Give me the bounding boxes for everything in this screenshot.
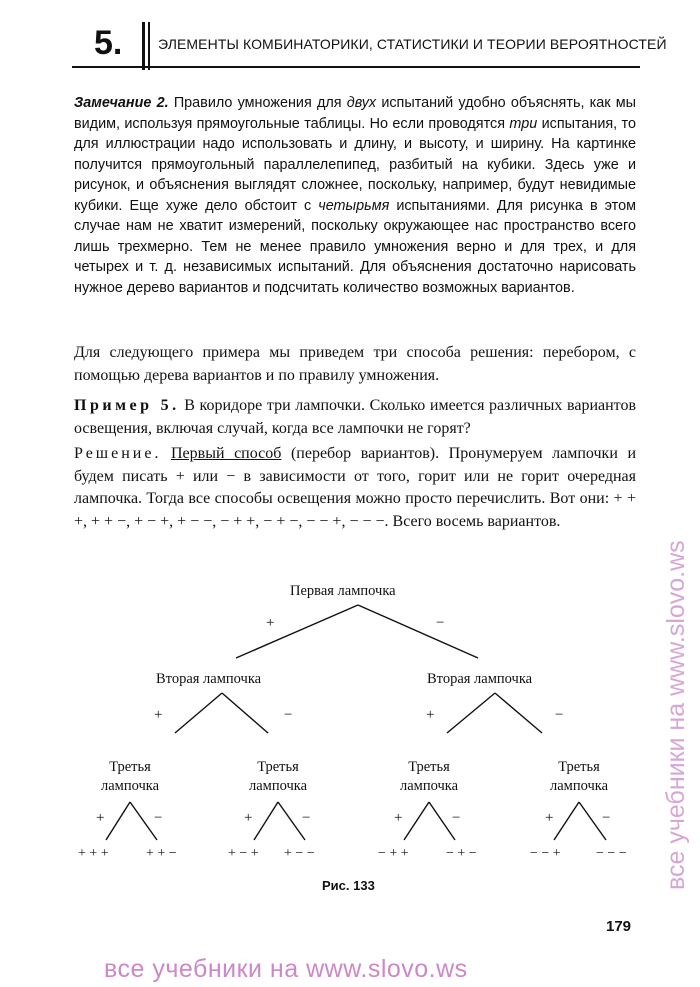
header-rule	[72, 66, 640, 68]
node-third-lamp-line2: лампочка	[100, 778, 160, 794]
leaf-outcome: − − −	[596, 846, 627, 861]
node-third-lamp-line1: Третья	[109, 759, 151, 775]
leaf-outcome: + + +	[78, 846, 109, 861]
solution-text: (перебор вариантов). Пронумеруем лампочки и будем писать + или − в зависимости от того, горит или не горит очередная лампочка. Тогда все способы освещения можно просто перечислить. Вот они: + + +, + + −, + − +, + − −, − + +, − + −, − − +, − − −. Всего восемь вариантов.	[74, 445, 637, 530]
node-third-lamp-line1: Третья	[408, 759, 450, 775]
example-question: В коридоре три лампочки. Сколько имеется различных вариантов освещения, включая случай, когда все лампочки не горят?	[74, 397, 637, 437]
tree-edge	[254, 802, 278, 840]
edge-minus-label: −	[452, 810, 461, 826]
edge-plus-label: +	[426, 707, 435, 723]
tree-edge	[554, 802, 579, 840]
remark-emphasis: четырьмя	[318, 197, 390, 214]
edge-plus-label: +	[266, 615, 275, 631]
edge-minus-label: −	[436, 615, 445, 631]
remark-text: Правило умножения для	[168, 95, 347, 111]
remark-label: Замечание 2.	[74, 95, 169, 111]
edge-plus-label: +	[244, 810, 253, 826]
remark-text: испытаниями. Для рисунка в этом случае нам не хватит измерений, поскольку окружающее нас пространство всего лишь трехмерно. Тем не менее правило умножения верно и для трех, и для четырех и т. д. независимых испытаний. Для объяснения достаточно нарисовать нужное дерево вариантов и подсчитать количество возможных вариантов.	[74, 197, 636, 296]
chapter-title: ЭЛЕМЕНТЫ КОМБИНАТОРИКИ, СТАТИСТИКИ И ТЕОРИИ ВЕРОЯТНОСТЕЙ	[158, 36, 667, 52]
tree-edge	[358, 605, 478, 658]
tree-edge	[106, 802, 130, 840]
leaf-outcome: + + −	[146, 846, 177, 861]
edge-plus-label: +	[96, 810, 105, 826]
node-third-lamp	[90, 758, 170, 796]
node-third-lamp-line2: лампочка	[399, 778, 459, 794]
tree-edge	[495, 693, 542, 733]
watermark-bottom: все учебники на www.slovo.ws	[104, 955, 468, 983]
node-second-lamp: Вторая лампочка	[427, 671, 533, 687]
example-question-paragraph	[74, 395, 636, 440]
node-third-lamp	[539, 758, 619, 796]
header-divider	[148, 22, 150, 70]
example-label: Пример 5.	[74, 397, 180, 414]
node-third-lamp-line1: Третья	[257, 759, 299, 775]
node-first-lamp: Первая лампочка	[290, 583, 396, 599]
edge-minus-label: −	[555, 707, 564, 723]
leaf-outcome: + − +	[228, 846, 259, 861]
remark-emphasis: двух	[346, 95, 377, 111]
variants-tree-diagram	[0, 570, 700, 900]
leaf-outcome: + − −	[284, 846, 315, 861]
tree-edge	[404, 802, 429, 840]
edge-minus-label: −	[154, 810, 163, 826]
tree-edge	[236, 605, 358, 658]
tree-edge	[130, 802, 157, 840]
header-divider	[142, 22, 145, 70]
node-third-lamp	[238, 758, 318, 796]
edge-plus-label: +	[394, 810, 403, 826]
tree-edge	[278, 802, 305, 840]
chapter-number: 5.	[94, 24, 123, 62]
node-third-lamp-line1: Третья	[558, 759, 600, 775]
figure-caption: Рис. 133	[322, 878, 375, 893]
edge-plus-label: +	[154, 707, 163, 723]
page-number: 179	[606, 918, 632, 935]
edge-minus-label: −	[602, 810, 611, 826]
leaf-outcome: − + +	[378, 846, 409, 861]
method-label: Первый способ	[171, 445, 282, 463]
node-second-lamp: Вторая лампочка	[156, 671, 262, 687]
chapter-header	[72, 22, 667, 72]
edge-minus-label: −	[284, 707, 293, 723]
intro-paragraph: Для следующего примера мы приведем три способа решения: перебором, с помощью дерева вариантов и по правилу умножения.	[74, 344, 636, 384]
node-third-lamp	[389, 758, 469, 796]
remark-emphasis: три	[509, 115, 538, 132]
example-block	[74, 395, 636, 534]
tree-edge	[447, 693, 495, 733]
leaf-outcome: − − +	[530, 846, 561, 861]
tree-edge	[222, 693, 268, 733]
solution-label: Решение.	[74, 445, 162, 463]
solution-paragraph	[74, 443, 636, 533]
remark-paragraph	[74, 93, 636, 298]
remark-text: испытания, то для иллюстрации надо использовать и длину, и высоту, и ширину. На картинке получится прямоугольный параллелепипед, разбитый на кубики. Здесь уже и рисунок, и объяснения выглядят сложнее, поскольку, например, будут невидимые кубики. Еще хуже дело обстоит с	[74, 115, 636, 214]
watermark-side: все учебники на www.slovo.ws	[662, 540, 690, 890]
node-third-lamp-line2: лампочка	[248, 778, 308, 794]
leaf-outcome: − + −	[446, 846, 477, 861]
edge-minus-label: −	[302, 810, 311, 826]
edge-plus-label: +	[545, 810, 554, 826]
tree-edge	[175, 693, 222, 733]
remark-text: испытаний удобно объяснять, как мы видим, используя прямоугольные таблицы. Но если проводятся	[74, 95, 636, 132]
node-third-lamp-line2: лампочка	[549, 778, 609, 794]
